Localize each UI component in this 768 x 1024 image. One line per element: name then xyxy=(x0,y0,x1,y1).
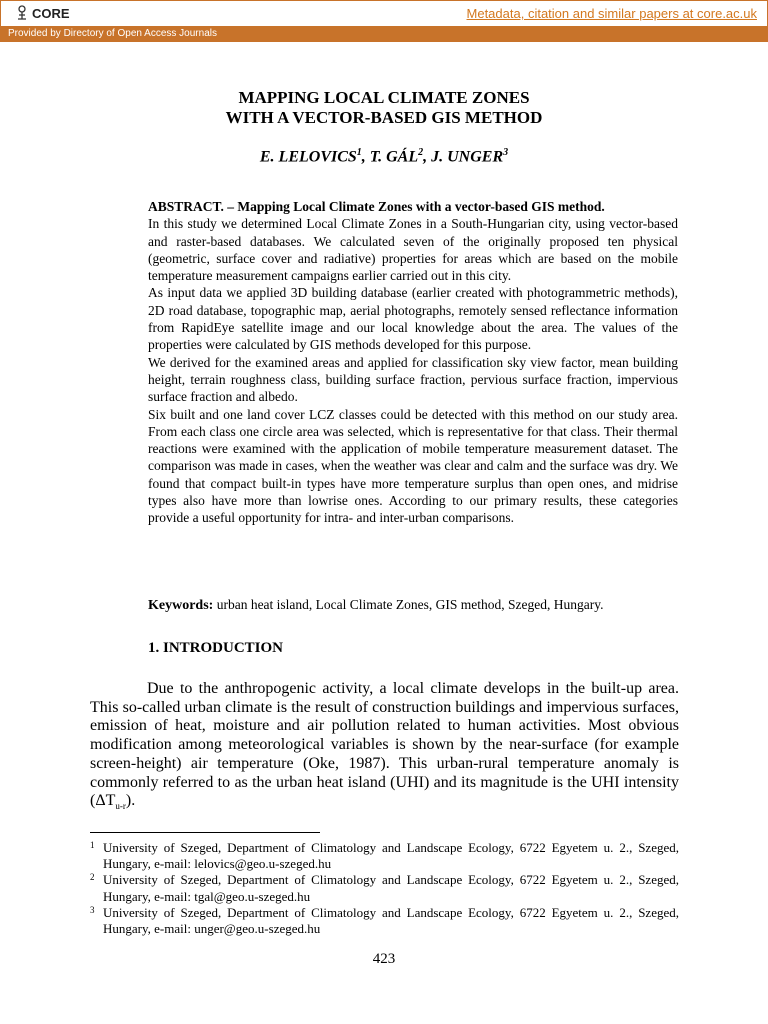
intro-subscript: u-r xyxy=(115,801,126,812)
page-number: 423 xyxy=(372,951,396,967)
footnote-number: 1 xyxy=(90,840,95,850)
abstract-paragraph-4: Six built and one land cover LCZ classes could be detected with this method on our study area. From each class one circle area was selected, which is representative for that class. Their thermal reactions were examined with the application of mobile temperature measurement dataset. The comparison was made in cases, when the weather was clear and calm and the surface was dry. We found that compact built-in types have more temperature surplus than open ones, and midrise types also have more than lowrise ones. According to our primary results, these categories provide a useful opportunity for intra- and inter-urban comparisons. xyxy=(148,406,678,526)
abstract-paragraph-2: As input data we applied 3D building database (earlier created with photogrammetric methods), 2D road database, topographic map, aerial photographs, remotely sensed reflectance information from RapidEye satellite image and our local knowledge about the area. The values of the properties were calculated by GIS methods developed for this purpose. xyxy=(148,285,678,353)
provider-bar xyxy=(0,26,768,42)
intro-paragraph xyxy=(90,680,679,816)
footnotes xyxy=(90,840,679,937)
author-sep-1: , xyxy=(361,148,370,166)
core-logo-icon xyxy=(15,5,29,21)
introduction-body xyxy=(90,680,679,816)
footnote-rule xyxy=(90,832,320,833)
abstract-lead: ABSTRACT. – Mapping Local Climate Zones with a vector-based GIS method. xyxy=(148,199,605,214)
keywords xyxy=(148,597,688,614)
intro-text: Due to the anthropogenic activity, a local climate develops in the built-up area. This so-called urban climate is the result of construction buildings and impervious surfaces, emission of heat, moisture and air pollution related to human activities. Most obvious modification among meteorological variables is shown by the near-surface (for example screen-height) air temperature (Oke, 1987). This urban-rural temperature anomaly is commonly referred to as the urban heat island (UHI) and its magnitude is the UHI intensity (ΔT xyxy=(90,680,679,810)
core-header-bar xyxy=(0,0,768,27)
author-3-affil: 3 xyxy=(503,147,509,158)
footnote xyxy=(90,872,679,904)
core-metadata-link[interactable]: Metadata, citation and similar papers at core.ac.uk xyxy=(466,6,757,21)
paper-title-line-2: WITH A VECTOR-BASED GIS METHOD xyxy=(225,108,543,127)
core-logo-text: CORE xyxy=(32,5,70,21)
author-1-affil: 1 xyxy=(356,147,362,158)
footnote-text: University of Szeged, Department of Climatology and Landscape Ecology, 6722 Egyetem u. 2., Szeged, Hungary, e-mail: unger@geo.u-szeged.hu xyxy=(103,904,679,937)
section-heading-introduction: 1. INTRODUCTION xyxy=(148,640,284,656)
intro-end: ). xyxy=(125,792,136,810)
footnote-number: 2 xyxy=(90,872,95,883)
author-3: J. UNGER xyxy=(431,148,504,166)
footnote xyxy=(90,905,679,937)
paper-title-line-1: MAPPING LOCAL CLIMATE ZONES xyxy=(238,88,530,107)
footnote-text: University of Szeged, Department of Climatology and Landscape Ecology, 6722 Egyetem u. 2., Szeged, Hungary, e-mail: lelovics@geo.u-szeged.hu xyxy=(103,840,679,872)
keywords-text: urban heat island, Local Climate Zones, GIS method, Szeged, Hungary. xyxy=(213,597,604,612)
author-2-affil: 2 xyxy=(418,147,424,158)
author-list xyxy=(0,147,768,166)
abstract xyxy=(148,198,678,527)
footnote-text: University of Szeged, Department of Climatology and Landscape Ecology, 6722 Egyetem u. 2., Szeged, Hungary, e-mail: tgal@geo.u-szeged.hu xyxy=(103,872,679,904)
author-2: T. GÁL xyxy=(369,148,419,166)
author-1: E. LELOVICS xyxy=(259,148,357,166)
abstract-paragraph-1: In this study we determined Local Climate Zones in a South-Hungarian city, using vector-based and raster-based databases. We calculated seven of the originally proposed ten physical (geometric, surface cover and radiative) properties for areas which are based on the mobile temperature measurement campaigns earlier carried out in this city. xyxy=(148,216,678,284)
provider-text[interactable]: Provided by Directory of Open Access Journals xyxy=(8,28,217,39)
footnote-number: 3 xyxy=(90,904,95,915)
abstract-paragraph-3: We derived for the examined areas and applied for classification sky view factor, mean building height, terrain roughness class, building surface fraction, pervious surface fraction, impervious surface fraction and albedo. xyxy=(148,354,678,405)
footnote xyxy=(90,840,679,872)
core-logo[interactable] xyxy=(15,5,70,21)
keywords-label: Keywords: xyxy=(148,598,214,613)
author-sep-2: , xyxy=(423,148,432,166)
